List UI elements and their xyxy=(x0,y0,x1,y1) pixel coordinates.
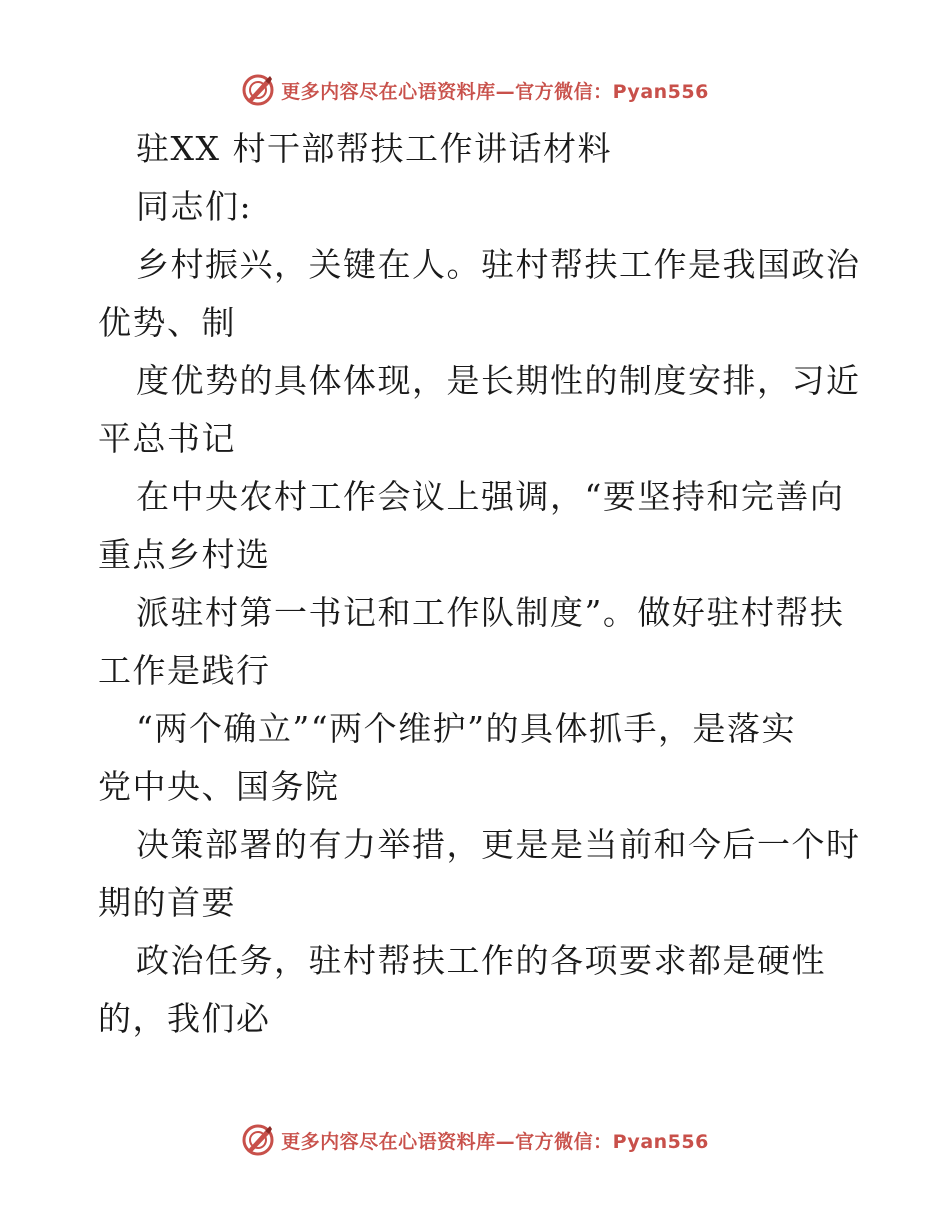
footer-banner-text: 更多内容尽在心语资料库—官方微信：Pyan556 xyxy=(281,1130,709,1153)
document-title: 驻XX 村干部帮扶工作讲话材料 xyxy=(136,129,612,168)
paragraph-line: “两个确立”“两个维护”的具体抓手，是落实 xyxy=(136,709,796,748)
paragraph-line: 平总书记 xyxy=(98,419,236,458)
footer-banner xyxy=(0,1120,950,1160)
salutation: 同志们: xyxy=(136,187,253,226)
paragraph-line: 政治任务，驻村帮扶工作的各项要求都是硬性 xyxy=(136,941,826,980)
header-banner xyxy=(0,70,950,110)
header-banner-text: 更多内容尽在心语资料库—官方微信：Pyan556 xyxy=(281,80,709,103)
paragraph-line: 优势、制 xyxy=(98,303,236,342)
paragraph-line: 在中央农村工作会议上强调，“要坚持和完善向 xyxy=(136,477,845,516)
document-body xyxy=(98,120,861,1048)
paragraph-line: 乡村振兴，关键在人。驻村帮扶工作是我国政治 xyxy=(136,245,861,284)
paragraph-line: 度优势的具体体现，是长期性的制度安排，习近 xyxy=(136,361,861,400)
header-banner-inner xyxy=(241,73,709,107)
paragraph-line: 重点乡村选 xyxy=(98,535,271,574)
footer-banner-inner xyxy=(241,1123,709,1157)
pen-logo-icon xyxy=(241,1123,275,1157)
paragraph-line: 党中央、国务院 xyxy=(98,767,340,806)
paragraph-line: 决策部署的有力举措，更是是当前和今后一个时 xyxy=(136,825,861,864)
paragraph-line: 派驻村第一书记和工作队制度”。做好驻村帮扶 xyxy=(136,593,845,632)
paragraph-line: 工作是践行 xyxy=(98,651,271,690)
paragraph-line: 期的首要 xyxy=(98,883,236,922)
pen-logo-icon xyxy=(241,73,275,107)
paragraph-line: 的，我们必 xyxy=(98,999,271,1038)
